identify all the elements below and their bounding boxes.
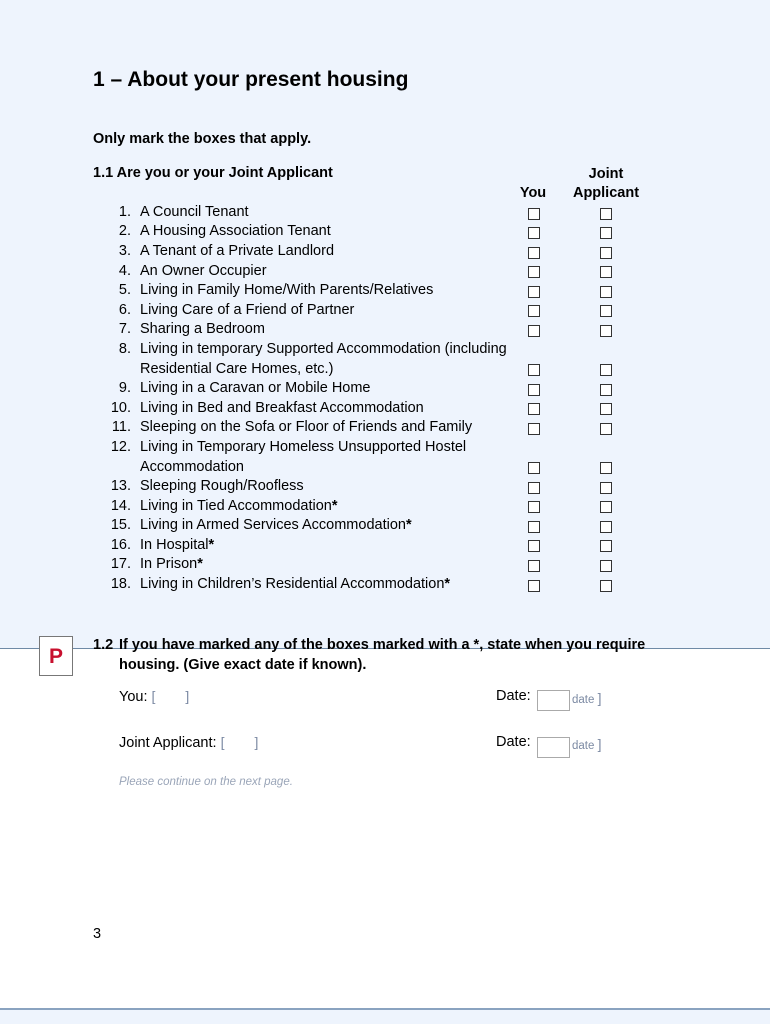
column-you-label: You	[519, 185, 547, 201]
question-1-1: 1.1 Are you or your Joint Applicant	[93, 165, 333, 181]
option-label	[140, 536, 510, 556]
option-label	[140, 340, 510, 379]
checkbox-you[interactable]	[528, 521, 540, 533]
checkbox-you[interactable]	[528, 540, 540, 552]
checkbox-you[interactable]	[528, 286, 540, 298]
joint-bracket-open: [	[220, 734, 225, 750]
option-label-text: A Tenant of a Private Landlord	[140, 243, 335, 259]
checkbox-joint-applicant[interactable]	[600, 305, 612, 317]
checkbox-joint-applicant[interactable]	[600, 540, 612, 552]
option-label-text: Living in Tied Accommodation	[140, 498, 332, 514]
option-label-text: In Hospital	[140, 537, 209, 553]
you-field-row	[119, 688, 189, 706]
page-number: 3	[93, 926, 102, 942]
option-label	[140, 418, 510, 438]
option-number: 16.	[110, 537, 131, 553]
checkbox-you[interactable]	[528, 364, 540, 376]
option-label	[140, 301, 510, 321]
you-field-label: You:	[119, 689, 148, 705]
option-label	[140, 320, 510, 340]
option-number: 8.	[118, 341, 131, 357]
option-number: 5.	[118, 282, 131, 298]
option-number: 9.	[118, 380, 131, 396]
checkbox-joint-applicant[interactable]	[600, 580, 612, 592]
checkbox-you[interactable]	[528, 580, 540, 592]
checkbox-you[interactable]	[528, 227, 540, 239]
checkbox-joint-applicant[interactable]	[600, 384, 612, 396]
checkbox-you[interactable]	[528, 462, 540, 474]
option-number: 11.	[111, 419, 131, 435]
option-label	[140, 281, 510, 301]
joint-housing-input[interactable]	[224, 734, 254, 752]
option-number: 2.	[118, 223, 131, 239]
option-number: 4.	[118, 263, 131, 279]
checkbox-joint-applicant[interactable]	[600, 423, 612, 435]
you-bracket-close: ]	[185, 688, 190, 704]
checkbox-joint-applicant[interactable]	[600, 286, 612, 298]
option-label-text: Living Care of a Friend of Partner	[140, 302, 355, 318]
checkbox-you[interactable]	[528, 501, 540, 513]
column-header-joint-applicant	[565, 165, 647, 203]
you-date-input[interactable]	[537, 690, 570, 711]
checkbox-you[interactable]	[528, 384, 540, 396]
option-label	[140, 438, 510, 477]
checkbox-joint-applicant[interactable]	[600, 266, 612, 278]
option-label-text: Sharing a Bedroom	[140, 321, 265, 337]
checkbox-you[interactable]	[528, 305, 540, 317]
joint-date-input[interactable]	[537, 737, 570, 758]
option-number: 18.	[110, 576, 131, 592]
continue-note: Please continue on the next page.	[119, 776, 293, 788]
checkbox-joint-applicant[interactable]	[600, 325, 612, 337]
option-label	[140, 242, 510, 262]
checkbox-joint-applicant[interactable]	[600, 247, 612, 259]
checkbox-you[interactable]	[528, 560, 540, 572]
you-date-placeholder: date ]	[572, 690, 602, 706]
option-label-text: Living in Children’s Residential Accommodation	[140, 576, 445, 592]
checkbox-joint-applicant[interactable]	[600, 403, 612, 415]
option-asterisk: *	[444, 576, 451, 592]
option-label-text: Living in Temporary Homeless Unsupported Hostel Accommodation	[140, 439, 467, 475]
checkbox-you[interactable]	[528, 423, 540, 435]
option-number: 3.	[118, 243, 131, 259]
option-number: 14.	[110, 498, 131, 514]
you-housing-input[interactable]	[155, 688, 185, 706]
checkbox-you[interactable]	[528, 266, 540, 278]
option-label-text: Living in Bed and Breakfast Accommodation	[140, 400, 424, 416]
checkbox-you[interactable]	[528, 403, 540, 415]
option-number: 12.	[110, 439, 131, 455]
option-number: 10.	[110, 400, 131, 416]
option-number: 6.	[118, 302, 131, 318]
instruction-text: Only mark the boxes that apply.	[93, 131, 312, 147]
option-number: 17.	[110, 556, 131, 572]
option-label-text: Living in Armed Services Accommodation	[140, 517, 406, 533]
option-number: 7.	[118, 321, 131, 337]
column-joint-label-line1: Joint	[588, 166, 624, 182]
checkbox-joint-applicant[interactable]	[600, 501, 612, 513]
option-label-text: Living in Family Home/With Parents/Relatives	[140, 282, 434, 298]
section-heading: 1 – About your present housing	[93, 68, 409, 91]
checkbox-you[interactable]	[528, 208, 540, 220]
checkbox-joint-applicant[interactable]	[600, 462, 612, 474]
checkbox-joint-applicant[interactable]	[600, 227, 612, 239]
joint-field-label: Joint Applicant:	[119, 735, 217, 751]
option-asterisk: *	[405, 517, 412, 533]
question-1-2-text: If you have marked any of the boxes marked with a *, state when you require housing. (Give exact date if known).	[119, 637, 646, 673]
option-number: 15.	[110, 517, 131, 533]
option-label-text: Living in a Caravan or Mobile Home	[140, 380, 371, 396]
checkbox-joint-applicant[interactable]	[600, 560, 612, 572]
option-asterisk: *	[208, 537, 215, 553]
checkbox-joint-applicant[interactable]	[600, 482, 612, 494]
option-asterisk: *	[331, 498, 338, 514]
column-header-you	[512, 184, 554, 203]
checkbox-joint-applicant[interactable]	[600, 521, 612, 533]
joint-date-label: Date:	[496, 734, 531, 750]
option-label-text: An Owner Occupier	[140, 263, 267, 279]
option-label-text: Sleeping Rough/Roofless	[140, 478, 304, 494]
option-label-text: A Council Tenant	[140, 204, 249, 220]
you-date-label: Date:	[496, 688, 531, 704]
option-label-text: A Housing Association Tenant	[140, 223, 331, 239]
option-label	[140, 399, 510, 419]
option-label	[140, 262, 510, 282]
checkbox-joint-applicant[interactable]	[600, 208, 612, 220]
checkbox-you[interactable]	[528, 325, 540, 337]
you-bracket-open: [	[151, 688, 156, 704]
option-label	[140, 555, 510, 575]
joint-bracket-close: ]	[254, 734, 259, 750]
option-label	[140, 379, 510, 399]
p-marker-badge: P	[39, 636, 73, 676]
joint-field-row	[119, 734, 258, 752]
option-label	[140, 477, 510, 497]
option-label	[140, 516, 510, 536]
question-1-2	[93, 635, 653, 675]
column-joint-label-line2: Applicant	[572, 185, 640, 201]
option-label	[140, 222, 510, 242]
option-number: 13.	[110, 478, 131, 494]
checkbox-you[interactable]	[528, 482, 540, 494]
checkbox-you[interactable]	[528, 247, 540, 259]
option-label	[140, 575, 510, 595]
option-label-text: In Prison	[140, 556, 198, 572]
option-label	[140, 497, 510, 517]
question-1-2-number: 1.2	[93, 637, 114, 653]
option-label-text: Sleeping on the Sofa or Floor of Friends and Family	[140, 419, 473, 435]
option-label-text: Living in temporary Supported Accommodation (including Residential Care Homes, etc.)	[140, 341, 507, 377]
joint-date-placeholder: date ]	[572, 736, 602, 752]
option-label	[140, 203, 510, 223]
bottom-page-background	[0, 1010, 770, 1024]
option-number: 1.	[118, 204, 131, 220]
checkbox-joint-applicant[interactable]	[600, 364, 612, 376]
option-asterisk: *	[197, 556, 203, 572]
